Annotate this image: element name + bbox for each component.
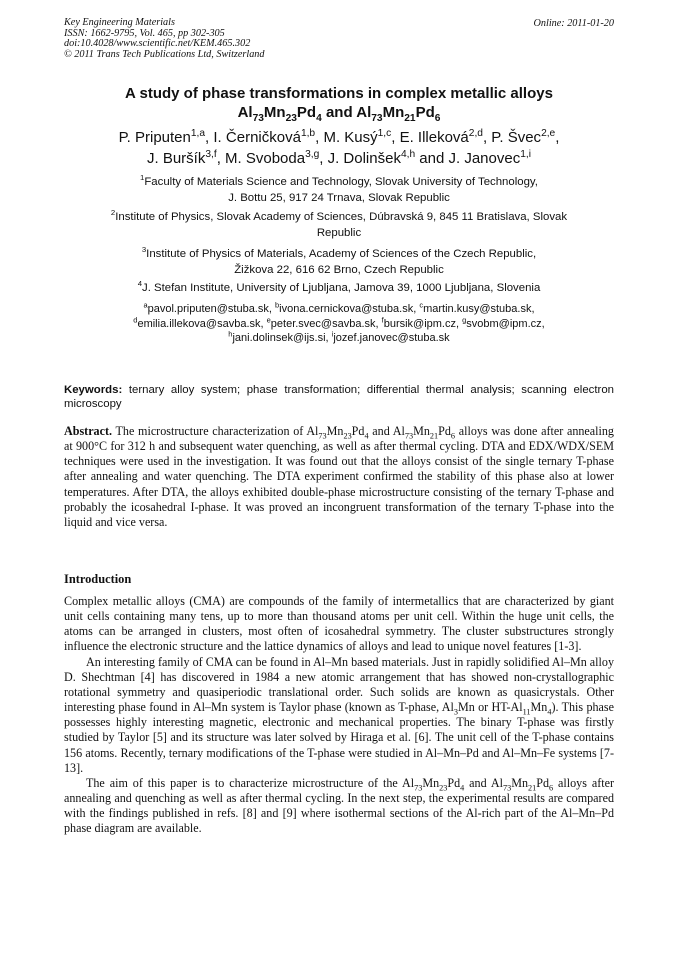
affiliation-4: $^4$J. Stefan Institute, University of Ljubljana, Jamova 39, 1000 Ljubljana, Slovenia bbox=[137, 279, 541, 294]
paragraph: The aim of this paper is to characterize microstructure of the $Al_{73}Mn_{23}Pd_4$ and $Al_{73}Mn_{21}Pd_6$ alloys after annealing and quenching as well as after thermal cycling. In the next step, the experimental results are compared with the findings published in refs. [8] and [9] where isothermal sections of the Al-rich part of the Al–Mn–Pd phase diagram are available. bbox=[64, 775, 614, 836]
email[interactable]: martin.kusy@stuba.sk bbox=[423, 303, 532, 315]
keywords-label: Keywords: bbox=[64, 384, 123, 396]
email[interactable]: svobm@ipm.cz bbox=[466, 317, 542, 330]
abstract-label: Abstract. bbox=[64, 424, 113, 438]
journal-header bbox=[64, 18, 264, 60]
title-line1: A study of phase transformations in complex metallic alloys bbox=[125, 85, 553, 102]
email[interactable]: emilia.illekova@savba.sk bbox=[137, 317, 261, 330]
author: J. Buršík bbox=[147, 150, 206, 167]
email[interactable]: jozef.janovec@stuba.sk bbox=[333, 332, 450, 345]
online-date: Online: 2011-01-20 bbox=[533, 18, 614, 29]
author: M. Kusý bbox=[323, 129, 378, 146]
section-heading-introduction: Introduction bbox=[64, 572, 132, 586]
email-list: $^a$pavol.priputen@stuba.sk, $^b$ivona.cernickova@stuba.sk, $^c$martin.kusy@stuba.sk, $^d$emilia.illekova@savba.sk, $^e$peter.svec@savba.sk, $^f$bursik@ipm.cz, $^g$svobm@ipm.cz, $^h$jani.dolinsek@ijs.si, $^i$jozef.janovec@stuba.sk bbox=[133, 300, 545, 345]
author-list: P. Priputen$^{1,a}$, I. Černičková$^{1,b}$, M. Kusý$^{1,c}$, E. Illeková$^{2,d}$, P. Švec$^{2,e}$, J. Buršík$^{3,f}$, M. Svoboda$^{3,g}$, J. Dolinšek$^{4,h}$ and J. Janovec$^{1,i}$ bbox=[118, 128, 560, 167]
author: P. Priputen bbox=[118, 129, 191, 146]
email[interactable]: bursik@ipm.cz bbox=[383, 317, 456, 330]
affiliation-2: $^2$Institute of Physics, Slovak Academy of Sciences, Dúbravská 9, 845 11 Bratislava, Slovak Republic bbox=[110, 208, 568, 239]
paragraph: Complex metallic alloys (CMA) are compounds of the family of intermetallics that are characterized by giant unit cells containing many tens, up to more than thousand atoms per unit cell. Within the huge unit cells, the atoms can be arranged in clusters, most often of icosahedral symmetry. The cluster substructures strongly influence the electronic structure and the lattice dynamics of alloys and lead to unique novel features [1-3]. bbox=[64, 594, 614, 654]
issn: ISSN: 1662-9795, Vol. 465, pp 302-305 bbox=[64, 27, 225, 39]
abstract: Abstract. The microstructure characterization of $Al_{73}Mn_{23}Pd_4$ and $Al_{73}Mn_{21}Pd_6$ alloys was done after annealing at 900°C for 312 h and subsequent water quenching, as well as after thermal cycling. DTA and EDX/WDX/SEM techniques were used in the investigation. It was found out that the alloys consist of the single ternary T-phase after annealing and water quenching. The DTA experiment confirmed the stability of this phase also at lower temperatures. After DTA, the alloys exhibited double-phase microstructure consisting of the ternary T-phase and probably the icosahedral I-phase. It was proved an incongruent transformation of the ternary T-phase into the liquid and vice versa. bbox=[64, 424, 614, 529]
copyright: © 2011 Trans Tech Publications Ltd, Switzerland bbox=[64, 48, 265, 60]
paper-title bbox=[64, 84, 614, 122]
email[interactable]: jani.dolinsek@ijs.si bbox=[232, 332, 326, 345]
affiliation-3: $^3$Institute of Physics of Materials, Academy of Sciences of the Czech Republic, Žižkova 22, 616 62 Brno, Czech Republic bbox=[141, 245, 537, 276]
paragraph: An interesting family of CMA can be found in Al–Mn based materials. Just in rapidly solidified Al–Mn alloy D. Shechtman [4] has discovered in 1984 a new atomic arrangement that has showed non-crystallographic rotational symmetry and quasiperiodic translational order. Such solids are known as quasicrystals. Other interesting phase found in Al–Mn system is Taylor phase (known as T-phase, $Al_3Mn$ or $HT-Al_{11}Mn_4$). This phase possesses highly interesting magnetic, electronic and mechanical properties. The binary T-phase was firstly studied by Taylor [5] and its structure was later solved by Hiraga et al. [6]. The unit cell of the T-phase contains 156 atoms. Recently, ternary modifications of the T-phase were studied in Al–Mn–Pd and Al–Mn–Fe systems [7-13]. bbox=[64, 654, 614, 775]
journal-name: Key Engineering Materials bbox=[64, 17, 175, 28]
email[interactable]: peter.svec@savba.sk bbox=[270, 317, 376, 330]
keywords bbox=[64, 383, 614, 411]
author: E. Illeková bbox=[399, 129, 469, 146]
keywords-text: ternary alloy system; phase transformation; differential thermal analysis; scanning electron microscopy bbox=[64, 384, 614, 410]
affiliation-1: $^1$Faculty of Materials Science and Technology, Slovak University of Technology, J. Bottu 25, 917 24 Trnava, Slovak Republic bbox=[140, 173, 538, 204]
doi: doi:10.4028/www.scientific.net/KEM.465.302 bbox=[64, 38, 251, 50]
introduction-body bbox=[64, 594, 614, 837]
email[interactable]: ivona.cernickova@stuba.sk bbox=[279, 303, 414, 315]
title-line2: $Al_{73}Mn_{23}Pd_4$ and $Al_{73}Mn_{21}Pd_6$ bbox=[237, 104, 441, 124]
author: J. Janovec bbox=[448, 150, 521, 167]
author: J. Dolinšek bbox=[327, 150, 401, 167]
author: P. Švec bbox=[491, 129, 542, 146]
email[interactable]: pavol.priputen@stuba.sk bbox=[147, 303, 269, 315]
author: I. Černičková bbox=[213, 129, 301, 146]
author: M. Svoboda bbox=[225, 150, 306, 167]
